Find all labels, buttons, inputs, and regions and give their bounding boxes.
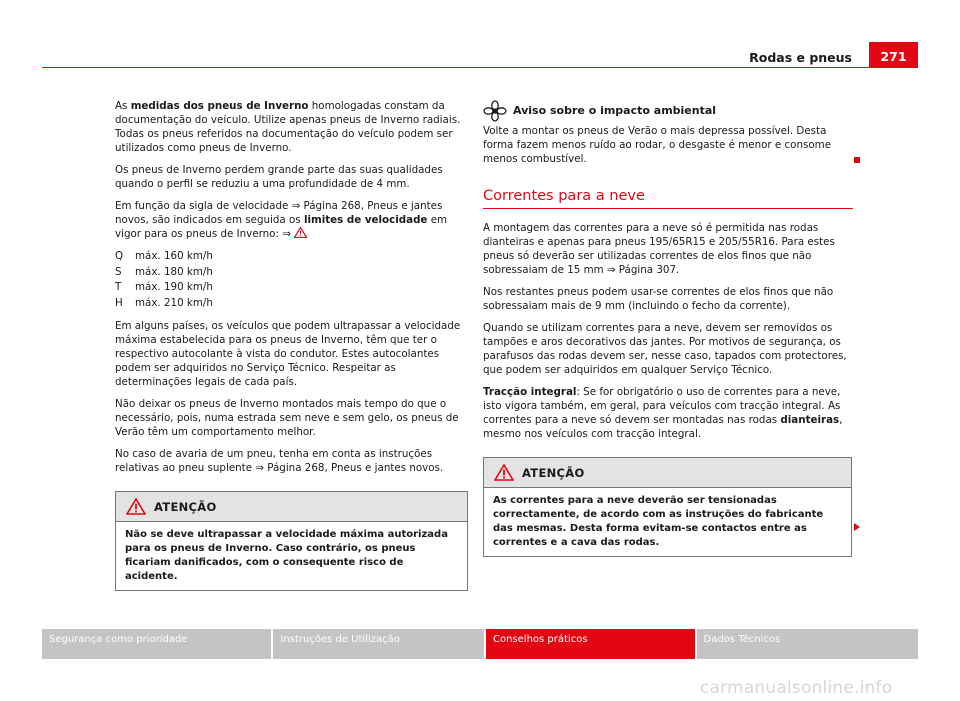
warning-header: [116, 492, 467, 522]
bold-term: dianteiras: [780, 414, 840, 426]
environment-note-header: [483, 99, 852, 123]
warning-triangle-icon: [494, 464, 514, 481]
warning-text: Não se deve ultrapassar a velocidade máxima autorizada para os pneus de Inverno. Caso contrário, os pneus ficariam danificados, com o consequente risco de acidente.: [125, 529, 448, 582]
paragraph-speed-limits: Em função da sigla de velocidade ⇒ Página 268, Pneus e jantes novos, são indicados em seguida os limites de velocidade em vigor para os pneus de Inverno: ⇒: [115, 200, 448, 240]
section-end-marker: [854, 157, 860, 163]
right-column: [483, 99, 852, 557]
warning-title: ATENÇÃO: [154, 499, 217, 514]
tab-instrucoes[interactable]: Instruções de Utilização: [273, 629, 484, 659]
speed-row: Q máx. 160 km/h: [115, 250, 213, 262]
paragraph-other-tyres: Nos restantes pneus podem usar-se correntes de elos finos que não sobressaiam mais de 9 mm (incluindo o fecho da corrente).: [483, 286, 834, 312]
left-column: [115, 99, 468, 591]
environment-note-title: Aviso sobre o impacto ambiental: [513, 104, 717, 117]
warning-text: As correntes para a neve deverão ser tensionadas correctamente, de acordo com as instruções do fabricante das mesmas. Desta forma evitam-se contactos entre as correntes e a cava das rodas.: [493, 495, 824, 548]
header-rule: [42, 67, 918, 68]
speed-row: H máx. 210 km/h: [115, 296, 213, 309]
warning-box: [483, 457, 852, 557]
warning-triangle-icon: [294, 227, 307, 238]
warning-header: [484, 458, 851, 488]
tab-seguranca[interactable]: Segurança como prioridade: [42, 629, 271, 659]
warning-triangle-icon: [126, 498, 146, 515]
tab-conselhos[interactable]: Conselhos práticos: [486, 629, 695, 659]
footer-nav: [42, 629, 918, 659]
environment-note-text: Volte a montar os pneus de Verão o mais depressa possível. Desta forma fazem menos ruído ao rodar, o desgaste é menor e consome menos combustível.: [483, 125, 832, 165]
speed-limit-table: [115, 249, 468, 311]
warning-box: [115, 491, 468, 591]
watermark: carmanualsonline.info: [700, 678, 893, 698]
paragraph-removal: Não deixar os pneus de Inverno montados mais tempo do que o necessário, pois, numa estrada sem neve e sem gelo, os pneus de Verão têm um comportamento melhor.: [115, 398, 459, 438]
bold-term: Tracção integral: [483, 386, 577, 398]
paragraph-hubcaps: Quando se utilizam correntes para a neve, devem ser removidos os tampões e aros decorativos das jantes. Por motivos de segurança, os parafusos das rodas devem ser, nesse caso, tapados com protectores, que podem ser adquiridos em qualquer Serviço Técnico.: [483, 322, 847, 376]
paragraph-winter-tyre-sizes: As medidas dos pneus de Inverno homologadas constam da documentação do veículo. Utilize apenas pneus de Inverno radiais. Todas os pneus referidos na documentação do veículo podem ser utilizados como pneus de Inverno.: [115, 100, 461, 154]
paragraph-four-wheel-drive: Tracção integral: Se for obrigatório o uso de correntes para a neve, isto vigora também, em geral, para veículos com tracção integral. As correntes para a neve só devem ser montadas nas rodas dianteiras, mesmo nos veículos com tracção integral.: [483, 386, 843, 440]
tab-dados[interactable]: Dados Técnicos: [697, 629, 918, 659]
warning-title: ATENÇÃO: [522, 465, 585, 480]
bold-term: limites de velocidade: [303, 214, 428, 226]
paragraph-tread-depth: Os pneus de Inverno perdem grande parte das suas qualidades quando o perfil se reduziu a uma profundidade de 4 mm.: [115, 164, 443, 190]
flower-icon: [483, 100, 507, 122]
bold-term: medidas dos pneus de Inverno: [130, 100, 309, 112]
continue-arrow-icon: [854, 523, 860, 531]
section-heading: Correntes para a neve: [483, 189, 853, 209]
paragraph-chain-fitting: A montagem das correntes para a neve só é permitida nas rodas dianteiras e apenas para pneus 195/65R15 e 205/55R16. Para estes pneus só deverão ser utilizadas correntes de elos finos que não sobressaiam de 15 mm ⇒ Página 307.: [483, 222, 835, 276]
paragraph-stickers: Em alguns países, os veículos que podem ultrapassar a velocidade máxima estabelecida para os pneus de Inverno, têm que ter o respectivo autocolante à vista do condutor. Estes autocolantes podem ser adquiridos no Serviço Técnico. Respeitar as determinações legais de cada país.: [115, 320, 461, 388]
section-title: Rodas e pneus: [749, 50, 852, 65]
paragraph-spare-tyre: No caso de avaria de um pneu, tenha em conta as instruções relativas ao pneu suplente ⇒ Página 268, Pneus e jantes novos.: [115, 448, 444, 474]
speed-row: T máx. 190 km/h: [115, 281, 213, 293]
page-number: 271: [869, 42, 918, 68]
speed-row: S máx. 180 km/h: [115, 265, 213, 278]
